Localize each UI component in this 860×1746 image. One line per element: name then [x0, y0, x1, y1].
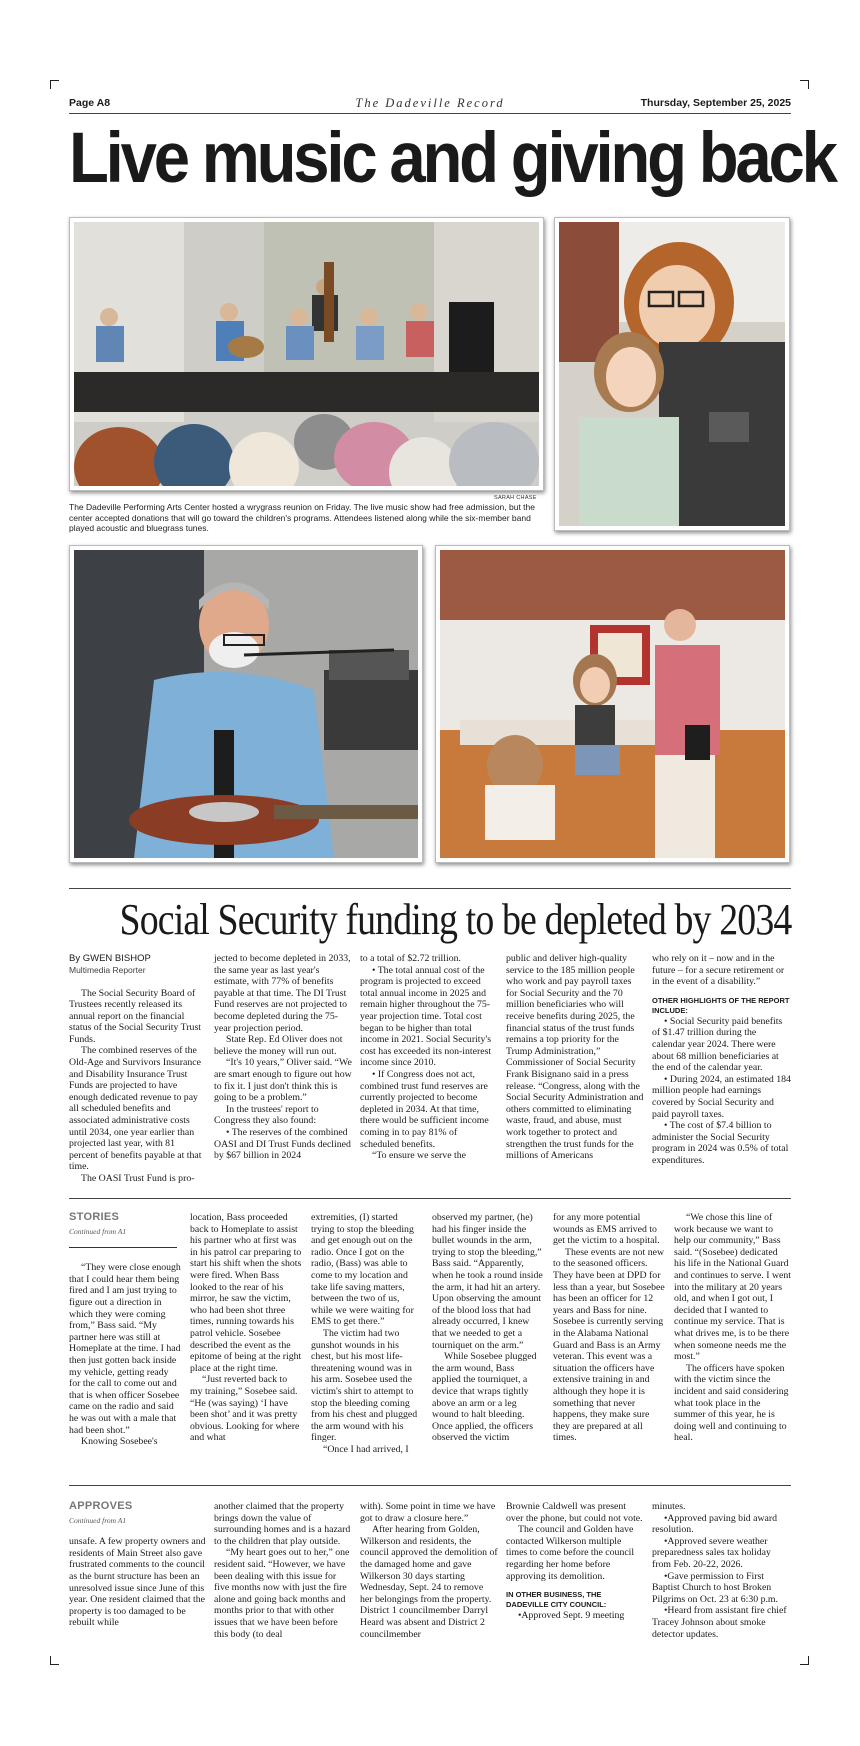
stories-paragraph: Knowing Sosebee's: [81, 1436, 158, 1448]
approves-continued: Continued from A1: [69, 1515, 127, 1525]
issue-date: Thursday, September 25, 2025: [640, 97, 791, 109]
stories-continued: Continued from A1: [69, 1226, 127, 1236]
stories-column-2: [190, 1212, 302, 1444]
ss-paragraph: jected to become depleted in 2033, the same year as last year's estimate, with 77% of benefits payable at that time. The DI Trust Fund reserves are not projected to become depleted during the 75-year projection period.: [214, 953, 351, 1034]
approves-paragraph: Brownie Caldwell was present over the phone, but could not vote.: [506, 1501, 643, 1524]
ss-paragraph: • The total annual cost of the program is projected to exceed total annual income in 2025 and remain higher throughout the 75-year projection time. Total cost began to be higher than total income in 2021. Social Security's cost has exceeded its non-interest income since 2010.: [360, 964, 492, 1069]
photo-band-stage: [69, 217, 544, 491]
ss-paragraph: • If Congress does not act, combined trust fund reserves are currently projected to become depleted in 2034. At that time, there would be sufficient income coming in to pay 81% of scheduled benefits.: [360, 1068, 489, 1150]
stories-column-6: [674, 1212, 791, 1444]
stories-column-5: [553, 1212, 665, 1444]
approves-bullet: •Approved paving bid award resolution.: [652, 1512, 778, 1536]
approves-column-1: [69, 1501, 206, 1629]
main-headline: Live music and giving back: [69, 119, 835, 198]
ss-column-5: [652, 953, 791, 1167]
ss-bullet: • Social Security paid benefits of $1.47 trillion during the calendar year 2024. There were about 68 million beneficiaries at the end of the calendar year.: [652, 1015, 783, 1074]
section-rule-middle: [69, 1198, 791, 1199]
ss-paragraph: The OASI Trust Fund is pro-: [81, 1173, 195, 1184]
stories-paragraph: These events are not new to the seasoned officers. They have been at DPD for less than a year, but Sosebee has been an officer for 12 years and Bass for nine. Sosebee is currently serving in the Alabama National Guard and Bass is an Army veteran. This event was a situation the officers have extensive training in and although they hope it is something that never happens, they make sure they are prepared at all times.: [553, 1246, 665, 1444]
ss-paragraph: In the trustees' report to Congress they also found:: [214, 1103, 319, 1127]
approves-paragraph: “My heart goes out to her,” one resident said. “However, we have been dealing with this issue for five months now with just the fire alone and going back months and months prior to that with other issues that we have been before this body (to deal: [214, 1547, 350, 1640]
social-security-headline: Social Security funding to be depleted by 2034: [119, 895, 792, 944]
approves-paragraph: with). Some point in time we have got to draw a closure here.”: [360, 1501, 496, 1524]
ss-paragraph: The combined reserves of the Old-Age and Survivors Insurance and Disability Insurance Trust Funds are projected to have enough dedicated revenue to pay all scheduled benefits and associated administrative costs until 2034, one year earlier than projected last year, with 81 percent of benefits payable at that time.: [69, 1045, 202, 1173]
stories-paragraph: “Just reverted back to my training,” Sosebee said. “He (was saying) ‘I have been shot’ and it was pretty obvious. Looking for where and what: [190, 1374, 300, 1444]
ss-paragraph: State Rep. Ed Oliver does not believe the money will run out.: [214, 1034, 343, 1057]
approves-paragraph: After hearing from Golden, Wilkerson and residents, the council approved the demolition of the damaged home and gave Wilkerson 30 days starting Wednesday, Sept. 24 to remove her belongings from the property. District 1 councilmember Darryl Heard was absent and District 2 councilmember: [360, 1524, 498, 1640]
approves-tag: APPROVES: [69, 1500, 133, 1512]
crop-mark-bottom-left: [50, 1656, 59, 1665]
byline-role: Multimedia Reporter: [69, 964, 146, 975]
approves-bullet: •Gave permission to First Baptist Church to host Broken Pilgrims on Oct. 23 at 6:30 p.m.: [652, 1570, 778, 1605]
approves-bullet: •Approved Sept. 9 meeting: [518, 1610, 625, 1622]
approves-subhead: IN OTHER BUSINESS, THE DADEVILLE CITY COUNCIL:: [506, 1590, 607, 1610]
approves-paragraph: another claimed that the property brings down the value of surrounding homes and is a hazard to the children that play outside.: [214, 1501, 351, 1547]
stories-column-4: [432, 1212, 544, 1444]
stories-paragraph: “We chose this line of work because we want to help our community,” Bass said. “(Sosebee) dedicated his life in the National Guard and continues to serve. I went into the military at 20 years old, and when I got out, I decided that I wanted to continue my service. That is what drives me, is to be there when someone needs me the most.”: [674, 1212, 791, 1363]
stories-column-3: [311, 1212, 423, 1455]
stories-tag: STORIES: [69, 1211, 120, 1223]
stories-paragraph: “They were close enough that I could hear them being fired and I am just trying to figure out a direction in which they were coming from,” Bass said. “My partner here was still at Homeplate at the time. I had then just gotten back inside my vehicle, getting ready for the call to come out and that is when officer Sosebee came on the radio and said he was out with a male that had been shot.”: [69, 1262, 181, 1436]
ss-column-2: [214, 953, 352, 1162]
stories-column-1: [69, 1212, 181, 1448]
ss-paragraph: “To ensure we serve the: [372, 1150, 466, 1162]
byline: By GWEN BISHOP: [69, 953, 151, 964]
photo-guitarist: [69, 545, 423, 863]
photo-caption: The Dadeville Performing Arts Center hosted a wrygrass reunion on Friday. The live music show had free admission, but the center accepted donations that will go toward the children's programs. Attendees listened along while the six-member band played acoustic and bluegrass tunes.: [69, 502, 535, 533]
approves-column-3: [360, 1501, 498, 1640]
page-number: Page A8: [69, 97, 111, 109]
stories-paragraph: for any more potential wounds as EMS arrived to get the victim to a hospital.: [553, 1212, 660, 1247]
stories-paragraph: observed my partner, (he) had his finger inside the bullet wounds in the arm, trying to stop the bleeding,” Bass said. “Apparently, when he took a round inside the arm, it had hit an artery. Upon observing the amount of the blood loss that had already occurred, I knew that we needed to get a tourniquet on the arm.”: [432, 1212, 543, 1351]
stories-paragraph: The officers have spoken with the victim since the incident and said considering what took place in the summer of this year, he is doing well and continuing to heal.: [674, 1362, 789, 1444]
approves-paragraph: unsafe. A few property owners and residents of Main Street also gave frustrated comments to the council as the burnt structure has been an unresolved issue since June of this year. One resident claimed that the property is too damaged to be rebuilt while: [69, 1536, 206, 1629]
stories-paragraph: “Once I had arrived, I: [323, 1443, 409, 1455]
newspaper-name: The Dadeville Record: [355, 96, 505, 110]
approves-paragraph: The council and Golden have contacted Wilkerson multiple times to come before the council regarding her home before approving its demolition.: [506, 1524, 635, 1582]
approves-column-2: [214, 1501, 352, 1640]
ss-paragraph: The Social Security Board of Trustees recently released its annual report on the financial status of the Social Security Trust Funds.: [69, 987, 201, 1045]
crop-mark-bottom-right: [800, 1656, 809, 1665]
ss-column-4: [506, 953, 644, 1162]
approves-bullet: •Heard from assistant fire chief Tracey Johnson about smoke detector updates.: [652, 1605, 787, 1640]
ss-paragraph: public and deliver high-quality service to the 185 million people who work and pay payroll taxes for Social Security and the 70 million beneficiaries who will receive benefits during 2025, the financial status of the trust funds remains a top priority for the Trump Administration,” Commissioner of Social Security Frank Bisignano said in a press release. “Congress, along with the Social Security Administration and others committed to eliminating waste, fraud, and abuse, must work together to protect and strengthen the trust funds for the millions of Americans: [506, 953, 644, 1162]
stories-paragraph: location, Bass proceeded back to Homeplate to assist his partner who at first was in his patrol car preparing to start his shift when the shots were fired. When Bass looked to the rear of his mirror, he saw the victim, who had been shot three times, running towards his patrol vehicle. Sosebee described the event as the epitome of being at the right place at the right time.: [190, 1212, 302, 1374]
crop-mark-top-right: [800, 80, 809, 89]
ss-bullet: • During 2024, an estimated 184 million people had earnings covered by Social Security and paid payroll taxes.: [652, 1073, 791, 1120]
page-header: [69, 96, 791, 112]
stories-paragraph: While Sosebee plugged the arm wound, Bass applied the tourniquet, a device that wraps tightly above an arm or a leg wound to halt bleeding. Once applied, the officers observed the victim: [432, 1351, 537, 1444]
ss-column-3: [360, 953, 498, 1162]
approves-column-4: [506, 1501, 644, 1622]
approves-paragraph: minutes.: [652, 1501, 686, 1512]
ss-paragraph: who rely on it – now and in the future – for a secure retirement or in the event of a disability.”: [652, 953, 785, 988]
ss-paragraph: “It's 10 years,” Oliver said. “We are smart enough to figure out how to fix it. I just don't think this is going to be a problem.”: [214, 1057, 352, 1104]
photo-donation-table: [435, 545, 790, 863]
ss-paragraph: to a total of $2.72 trillion.: [360, 953, 461, 964]
photo-credit: SARAH CHASE: [494, 495, 537, 501]
approves-column-5: [652, 1501, 791, 1640]
crop-mark-top-left: [50, 80, 59, 89]
section-rule-top: [69, 888, 791, 889]
ss-bullet: • The cost of $7.4 billion to administer the Social Security program in 2024 was 0.5% of total expenditures.: [652, 1120, 789, 1166]
photo-two-girls: [554, 217, 790, 531]
ss-column-1: [69, 953, 206, 1185]
tag-rule: [69, 1247, 177, 1248]
ss-paragraph: • The reserves of the combined OASI and DI Trust Funds declined by $67 billion in 2024: [214, 1126, 351, 1162]
stories-paragraph: extremities, (I) started trying to stop the bleeding and get enough out on the radio. Once I got on the radio, (Bass) was able to come to my location and take life saving matters, between the two of us, while we were waiting for EMS to get there.”: [311, 1212, 414, 1328]
stories-paragraph: The victim had two gunshot wounds in his chest, but his most life-threatening wound was in his arm. Sosebee used the victim's shirt to attempt to stop the bleeding coming from his chest and plugged the arm wound with his finger.: [311, 1327, 418, 1444]
header-rule: [69, 113, 791, 114]
section-rule-bottom: [69, 1485, 791, 1486]
ss-subhead: OTHER HIGHLIGHTS OF THE REPORT INCLUDE:: [652, 995, 790, 1015]
approves-bullet: •Approved severe weather preparedness sales tax holiday from Feb. 20-22, 2026.: [652, 1535, 771, 1570]
